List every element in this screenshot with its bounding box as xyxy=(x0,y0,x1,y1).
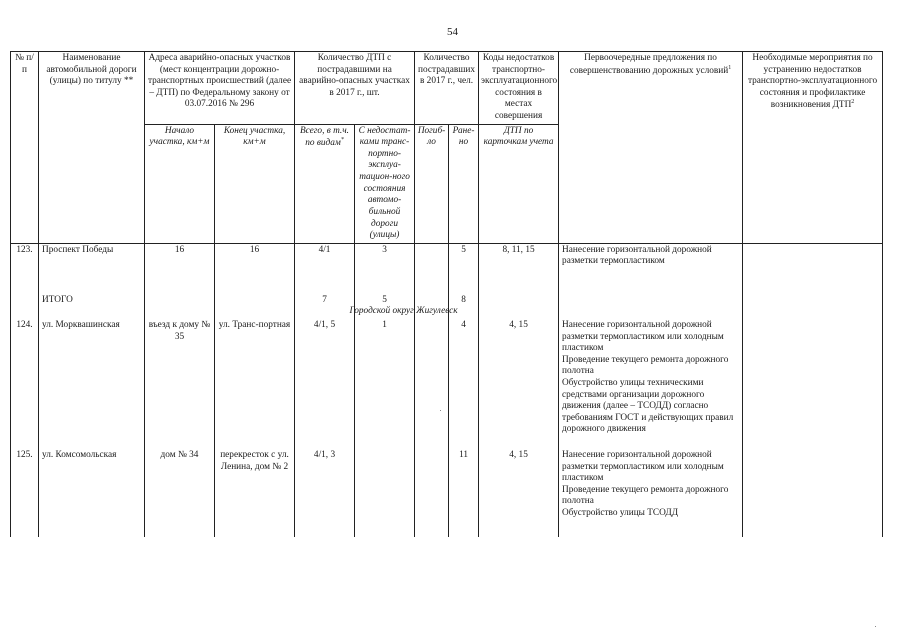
dtp-defects xyxy=(355,449,415,537)
table-row xyxy=(11,319,883,449)
killed-count xyxy=(415,449,449,537)
injured-count: 5 xyxy=(449,243,479,294)
table-header xyxy=(11,52,883,244)
subheader-defects: С недостат-ками транс-портно-эксплуа-тацион-ного состояния автомо-бильной дороги (улицы) xyxy=(355,124,415,243)
subheader-total: Всего, в т.ч. по видам* xyxy=(295,124,355,243)
total-injured: 8 Городской округ Жигулевск xyxy=(449,294,479,319)
header-proposals: Первоочередные предложения по совершенствованию дорожных условий$^1$ xyxy=(559,52,743,244)
header-road: Наименование автомобильной дороги (улицы) по титулу ** xyxy=(39,52,145,244)
total-defects: 5 xyxy=(355,294,415,319)
measures-cell xyxy=(743,449,883,537)
measures-cell xyxy=(743,243,883,294)
proposal-item: Нанесение горизонтальной дорожной разметки термопластиком xyxy=(562,244,712,267)
table-row xyxy=(11,243,883,294)
proposal-item: Проведение текущего ремонта дорожного полотна xyxy=(562,354,729,377)
road-name: ул. Комсомольская xyxy=(39,449,145,537)
header-dtp-count: Количество ДТП с пострадавшими на аварийно-опасных участках в 2017 г., шт. xyxy=(295,52,415,125)
subheader-killed: Погиб-ло xyxy=(415,124,449,243)
header-victims: Количество пострадавших в 2017 г., чел. xyxy=(415,52,479,125)
dtp-total: 4/1, 5 xyxy=(295,319,355,449)
injured-count: 4 xyxy=(449,319,479,449)
table-row-total xyxy=(11,294,883,319)
scan-speck xyxy=(875,626,876,627)
road-name: Проспект Победы xyxy=(39,243,145,294)
segment-start: 16 xyxy=(145,243,215,294)
scan-speck xyxy=(440,410,441,411)
dtp-total: 4/1, 3 xyxy=(295,449,355,537)
segment-start: дом № 34 xyxy=(145,449,215,537)
segment-end: ул. Транс-портная xyxy=(215,319,295,449)
killed-count xyxy=(415,243,449,294)
proposals-cell xyxy=(559,319,743,449)
subheader-end: Конец участка, км+м xyxy=(215,124,295,243)
header-codes: Коды недостатков транспортно-эксплуатационного состояния в местах совершения xyxy=(479,52,559,125)
subheader-codes: ДТП по карточкам учета xyxy=(479,124,559,243)
proposal-item: Обустройство улицы техническими средствами организации дорожного движения (далее – ТСОДД) согласно требованиям ГОСТ и действующих правил дорожного движения xyxy=(562,378,734,435)
header-num: № п/п xyxy=(11,52,39,244)
road-name: ул. Морквашинская xyxy=(39,319,145,449)
header-measures: Необходимые мероприятия по устранению недостатков транспортно-эксплуатационного состояния и профилактике возникновения ДТП$^2$ xyxy=(743,52,883,244)
dtp-defects: 3 xyxy=(355,243,415,294)
row-number: 124. xyxy=(11,319,39,449)
dtp-total: 4/1 xyxy=(295,243,355,294)
defect-codes: 4, 15 xyxy=(479,449,559,537)
district-heading: Городской округ Жигулевск xyxy=(349,306,458,317)
proposals-cell xyxy=(559,449,743,537)
measures-cell xyxy=(743,319,883,449)
subheader-injured: Ране-но xyxy=(449,124,479,243)
table-row xyxy=(11,449,883,537)
total-label: ИТОГО xyxy=(39,294,145,319)
dtp-defects: 1 xyxy=(355,319,415,449)
proposal-item: Обустройство улицы ТСОДД xyxy=(562,508,679,519)
header-address: Адреса аварийно-опасных участков (мест концентрации дорожно-транспортных происшествий (далее – ДТП) по Федеральному закону от 03.07.2016 № 296 xyxy=(145,52,295,125)
segment-start: въезд к дому № 35 xyxy=(145,319,215,449)
row-number: 123. xyxy=(11,243,39,294)
segment-end: перекресток с ул. Ленина, дом № 2 xyxy=(215,449,295,537)
row-number: 125. xyxy=(11,449,39,537)
segment-end: 16 xyxy=(215,243,295,294)
proposal-item: Нанесение горизонтальной дорожной разметки термопластиком или холодным пластиком xyxy=(562,449,724,484)
total-dtp: 7 xyxy=(295,294,355,319)
page-number: 54 xyxy=(447,26,458,38)
killed-count xyxy=(415,319,449,449)
proposal-item: Проведение текущего ремонта дорожного полотна xyxy=(562,484,729,507)
proposals-cell xyxy=(559,243,743,294)
defect-codes: 8, 11, 15 xyxy=(479,243,559,294)
injured-count: 11 xyxy=(449,449,479,537)
defect-codes: 4, 15 xyxy=(479,319,559,449)
subheader-start: Начало участка, км+м xyxy=(145,124,215,243)
proposal-item: Нанесение горизонтальной дорожной разметки термопластиком или холодным пластиком xyxy=(562,319,724,354)
accident-sites-table xyxy=(10,51,883,537)
